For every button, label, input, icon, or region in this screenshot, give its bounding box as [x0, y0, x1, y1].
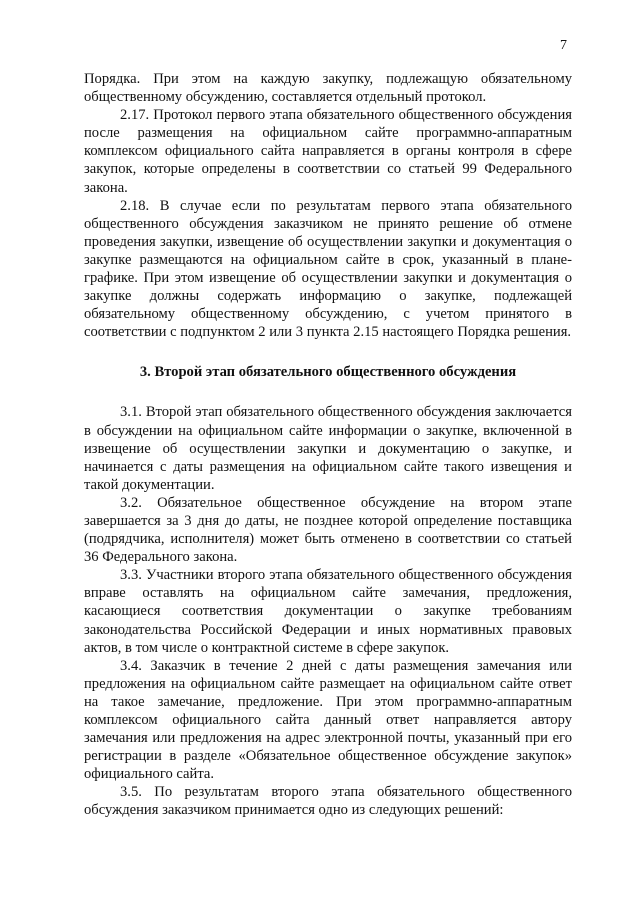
- page-number: 7: [560, 38, 567, 53]
- paragraph-3-4: 3.4. Заказчик в течение 2 дней с даты размещения замечания или предложения на официальном сайте размещает на официальном сайте ответ на такое замечание, предложение. При этом программно-аппаратным комплексом официального сайта данный ответ направляется автору замечания или предложения на адрес электронной почты, указанный при его регистрации в разделе «Обязательное общественное обсуждение закупок» официального сайта.: [84, 657, 572, 783]
- paragraph-3-5: 3.5. По результатам второго этапа обязательного общественного обсуждения заказчиком принимается одно из следующих решений:: [84, 784, 572, 819]
- paragraph-continuation: Порядка. При этом на каждую закупку, подлежащую обязательному общественному обсуждению, составляется отдельный протокол.: [84, 71, 572, 106]
- paragraph-2-17: 2.17. Протокол первого этапа обязательного общественного обсуждения после размещения на официальном сайте программно-аппаратным комплексом официального сайта направляется в органы контроля в сфере закупок, которые определены в соответствии со статьей 99 Федерального закона.: [84, 107, 572, 196]
- paragraph-3-2: 3.2. Обязательное общественное обсуждение на втором этапе завершается за 3 дня до даты, не позднее которой определение поставщика (подрядчика, исполнителя) может быть отменено в соответствии со статьей 36 Федерального закона.: [84, 494, 572, 566]
- paragraph-3-1: 3.1. Второй этап обязательного общественного обсуждения заключается в обсуждении на официальном сайте информации о закупке, включенной в извещение об осуществлении закупки и документацию о закупке, и начинается с даты размещения на официальном сайте такого извещения и такой документации.: [84, 404, 572, 493]
- section-heading: 3. Второй этап обязательного общественного обсуждения: [139, 364, 517, 381]
- paragraph-3-3: 3.3. Участники второго этапа обязательного общественного обсуждения вправе оставлять на официальном сайте замечания, предложения, касающиеся соответствия документации о закупке требованиям законодательства Российской Федерации и иных нормативных правовых актов, в том числе о контрактной системе в сфере закупок.: [84, 567, 572, 656]
- paragraph-2-18: 2.18. В случае если по результатам первого этапа обязательного общественного обсуждения заказчиком не принято решение об отмене проведения закупки, извещение об осуществлении закупки и документация о закупке размещаются на официальном сайте в срок, указанный в плане-графике. При этом извещение об осуществлении закупки и документация о закупке должны содержать информацию о закупке, подлежащей обязательному общественному обсуждению, с учетом принятого в соответствии с подпунктом 2 или 3 пункта 2.15 настоящего Порядка решения.: [84, 197, 572, 341]
- document-body: [84, 70, 572, 820]
